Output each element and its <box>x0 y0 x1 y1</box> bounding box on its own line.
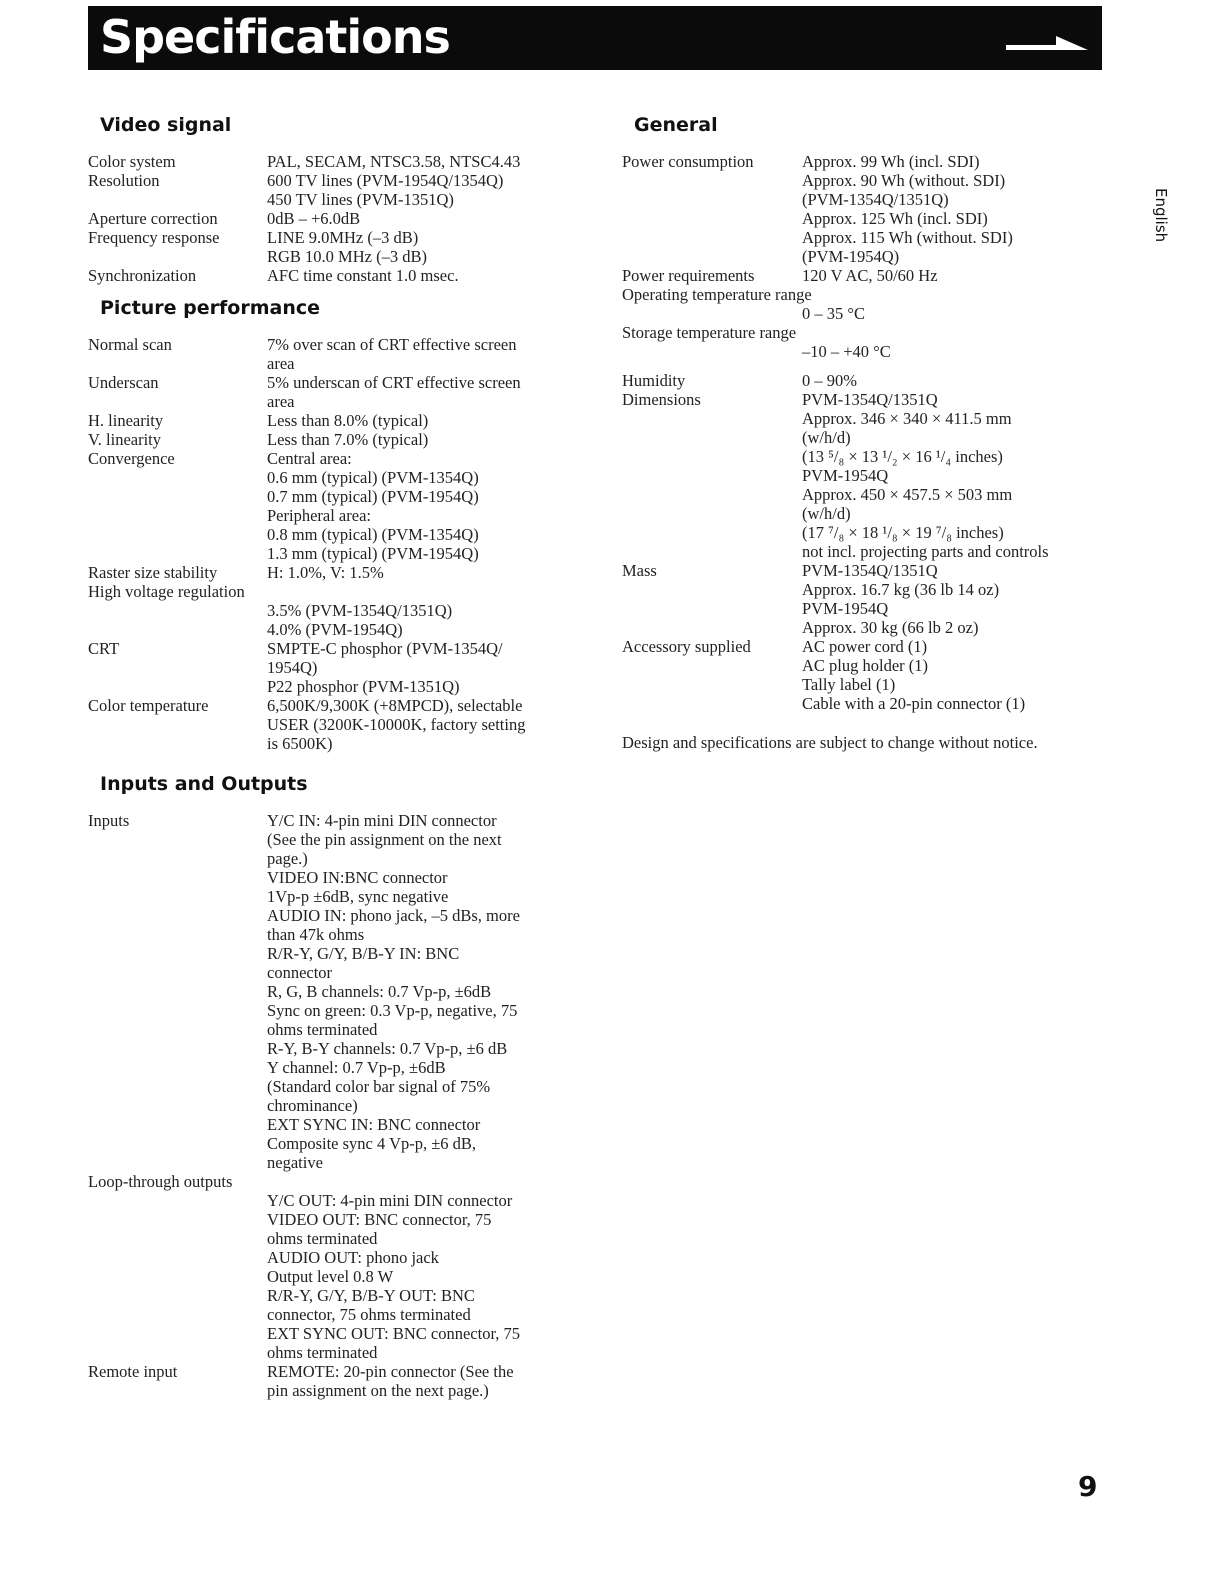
spec-value-line: Approx. 115 Wh (without. SDI) <box>802 228 1013 247</box>
spec-value <box>802 637 1112 713</box>
spec-value-line: page.) <box>267 849 308 868</box>
spec-value-line: 450 TV lines (PVM-1351Q) <box>267 190 454 209</box>
general-table-a <box>622 152 1112 285</box>
left-column <box>88 112 578 1400</box>
spec-value-line: PVM-1354Q/1351Q <box>802 390 938 409</box>
spec-value-line: USER (3200K-10000K, factory setting <box>267 715 526 734</box>
spec-value-line: Peripheral area: <box>267 506 371 525</box>
spec-label: Power requirements <box>622 266 755 285</box>
spec-row <box>88 209 578 228</box>
spec-value-line: (w/h/d) <box>802 504 851 523</box>
spec-row <box>88 563 578 582</box>
remote-table <box>88 1362 578 1400</box>
spec-value <box>267 449 578 563</box>
spec-row <box>88 430 578 449</box>
spec-label: Dimensions <box>622 390 701 409</box>
spec-value-line: not incl. projecting parts and controls <box>802 542 1049 561</box>
spec-row <box>88 1362 578 1400</box>
spec-value-line: (13 ⁵/₈ × 13 ¹/₂ × 16 ¹/₄ inches) <box>802 447 1003 466</box>
spec-row <box>88 639 578 696</box>
spec-value-line: R/R-Y, G/Y, B/B-Y IN: BNC <box>267 944 460 963</box>
spec-value-loop-through <box>88 1191 578 1362</box>
spec-value-line: Approx. 99 Wh (incl. SDI) <box>802 152 980 171</box>
spec-row <box>88 152 578 171</box>
spec-value <box>802 371 1112 390</box>
spec-row <box>88 811 578 1172</box>
spec-value-line: R, G, B channels: 0.7 Vp-p, ±6dB <box>267 982 492 1001</box>
spec-value-line: Approx. 125 Wh (incl. SDI) <box>802 209 988 228</box>
spec-label-inputs: Inputs <box>88 811 130 830</box>
picture-performance-table-b <box>88 639 578 753</box>
spec-value-line: 120 V AC, 50/60 Hz <box>802 266 938 285</box>
spec-value-line: Central area: <box>267 449 352 468</box>
spec-label-storage-temp: Storage temperature range <box>622 323 797 342</box>
spec-row <box>88 228 578 266</box>
spec-value-line: PVM-1954Q <box>802 466 889 485</box>
spec-value-line: AFC time constant 1.0 msec. <box>267 266 459 285</box>
spec-value-line: H: 1.0%, V: 1.5% <box>267 563 384 582</box>
inputs-table <box>88 811 578 1172</box>
spec-label: Power consumption <box>622 152 754 171</box>
spec-value-line: AUDIO IN: phono jack, –5 dBs, more <box>267 906 520 925</box>
spec-value-inputs <box>267 811 578 1172</box>
spec-value <box>802 561 1112 637</box>
section-heading-inputs-outputs: Inputs and Outputs <box>100 773 308 795</box>
spec-label: H. linearity <box>88 411 164 430</box>
spec-value-line: 5% underscan of CRT effective screen <box>267 373 521 392</box>
picture-performance-table-a <box>88 335 578 582</box>
spec-value-line: R/R-Y, G/Y, B/B-Y OUT: BNC <box>267 1286 475 1305</box>
spec-row <box>88 171 578 209</box>
spec-value-line: chrominance) <box>267 1096 358 1115</box>
spec-value-line: ohms terminated <box>267 1020 378 1039</box>
spec-value <box>267 411 578 430</box>
spec-value-line: Output level 0.8 W <box>267 1267 394 1286</box>
spec-value-line: (Standard color bar signal of 75% <box>267 1077 491 1096</box>
spec-row <box>622 561 1112 637</box>
spec-row <box>622 266 1112 285</box>
general-table-b <box>622 371 1112 713</box>
video-signal-table <box>88 152 578 285</box>
spec-value <box>267 171 578 209</box>
spec-row <box>622 371 1112 390</box>
spec-value-line: 6,500K/9,300K (+8MPCD), selectable <box>267 696 523 715</box>
spec-label: CRT <box>88 639 120 658</box>
spec-row <box>88 696 578 753</box>
spec-value <box>802 266 1112 285</box>
spec-value-line: Tally label (1) <box>802 675 896 694</box>
spec-value-line: Approx. 90 Wh (without. SDI) <box>802 171 1006 190</box>
page-title: Specifications <box>100 10 450 64</box>
spec-value-line: –10 – +40 °C <box>802 342 891 361</box>
spec-value <box>267 563 578 582</box>
spec-row <box>88 449 578 563</box>
spec-value-line: (PVM-1354Q/1351Q) <box>802 190 949 209</box>
spec-value-line: 0 – 90% <box>802 371 857 390</box>
spec-value-line: Y/C OUT: 4-pin mini DIN connector <box>267 1191 513 1210</box>
spec-value-line: (PVM-1954Q) <box>802 247 900 266</box>
spec-row <box>88 335 578 373</box>
spec-value-line: ohms terminated <box>267 1229 378 1248</box>
spec-value-line: 1Vp-p ±6dB, sync negative <box>267 887 449 906</box>
spec-label: Aperture correction <box>88 209 218 228</box>
spec-value-line: REMOTE: 20-pin connector (See the <box>267 1362 514 1381</box>
spec-value <box>267 639 578 696</box>
spec-label-high-voltage: High voltage regulation <box>88 582 245 601</box>
section-heading-picture-performance: Picture performance <box>100 297 321 319</box>
spec-value-line: 4.0% (PVM-1954Q) <box>267 620 403 639</box>
spec-value-line: EXT SYNC OUT: BNC connector, 75 <box>267 1324 521 1343</box>
spec-value <box>267 209 578 228</box>
spec-value-line: SMPTE-C phosphor (PVM-1354Q/ <box>267 639 503 658</box>
page-number: 9 <box>1078 1470 1098 1503</box>
spec-value-line: (17 ⁷/₈ × 18 ¹/₈ × 19 ⁷/₈ inches) <box>802 523 1004 542</box>
section-heading-general: General <box>634 114 718 136</box>
spec-value-line: P22 phosphor (PVM-1351Q) <box>267 677 460 696</box>
spec-value-line: Less than 7.0% (typical) <box>267 430 429 449</box>
spec-value <box>802 152 1112 266</box>
spec-label-operating-temp: Operating temperature range <box>622 285 812 304</box>
spec-label: Mass <box>622 561 657 580</box>
spec-value-line: Composite sync 4 Vp-p, ±6 dB, <box>267 1134 477 1153</box>
spec-value-line: AC power cord (1) <box>802 637 928 656</box>
spec-value-line: 0.6 mm (typical) (PVM-1354Q) <box>267 468 479 487</box>
spec-value-line: AUDIO OUT: phono jack <box>267 1248 439 1267</box>
spec-value <box>267 430 578 449</box>
spec-value-line: 7% over scan of CRT effective screen <box>267 335 517 354</box>
spec-value-line: connector <box>267 963 333 982</box>
spec-label: Color temperature <box>88 696 209 715</box>
spec-label: Color system <box>88 152 176 171</box>
spec-value-line: 600 TV lines (PVM-1954Q/1354Q) <box>267 171 504 190</box>
spec-value-line: EXT SYNC IN: BNC connector <box>267 1115 481 1134</box>
spec-value-line: Less than 8.0% (typical) <box>267 411 429 430</box>
spec-value-line: Approx. 346 × 340 × 411.5 mm <box>802 409 1012 428</box>
specifications-footnote: Design and specifications are subject to change without notice. <box>622 733 1038 752</box>
spec-value-line: 0.8 mm (typical) (PVM-1354Q) <box>267 525 479 544</box>
spec-label: Raster size stability <box>88 563 218 582</box>
spec-value <box>267 228 578 266</box>
spec-value-line: (See the pin assignment on the next <box>267 830 502 849</box>
spec-value <box>267 266 578 285</box>
spec-value-line: Sync on green: 0.3 Vp-p, negative, 75 <box>267 1001 518 1020</box>
arrow-right-icon <box>1006 28 1088 58</box>
spec-row <box>622 390 1112 561</box>
spec-value <box>267 152 578 171</box>
spec-label: Frequency response <box>88 228 220 247</box>
spec-value <box>267 696 578 753</box>
spec-label-loop-through: Loop-through outputs <box>88 1172 233 1191</box>
spec-value-line: PVM-1954Q <box>802 599 889 618</box>
spec-label: Resolution <box>88 171 160 190</box>
spec-value-line: Approx. 16.7 kg (36 lb 14 oz) <box>802 580 1000 599</box>
spec-value-line: R-Y, B-Y channels: 0.7 Vp-p, ±6 dB <box>267 1039 508 1058</box>
language-tab: English <box>1152 188 1170 243</box>
spec-value-line: negative <box>267 1153 323 1172</box>
spec-value-line: 0 – 35 °C <box>802 304 865 323</box>
spec-label: Underscan <box>88 373 159 392</box>
header-bar <box>88 6 1102 70</box>
spec-row <box>88 373 578 411</box>
spec-label-remote: Remote input <box>88 1362 178 1381</box>
spec-row <box>88 411 578 430</box>
spec-value-line: is 6500K) <box>267 734 333 753</box>
spec-value-line: Approx. 30 kg (66 lb 2 oz) <box>802 618 979 637</box>
spec-value-line: VIDEO OUT: BNC connector, 75 <box>267 1210 492 1229</box>
spec-label: Accessory supplied <box>622 637 751 656</box>
spec-value-line: Cable with a 20-pin connector (1) <box>802 694 1026 713</box>
spec-value-line: pin assignment on the next page.) <box>267 1381 489 1400</box>
spec-row <box>88 266 578 285</box>
spec-value-storage-temp <box>622 342 1112 361</box>
spec-value-line: AC plug holder (1) <box>802 656 929 675</box>
spec-value-remote <box>267 1362 578 1400</box>
spec-value-line: LINE 9.0MHz (–3 dB) <box>267 228 419 247</box>
spec-label: Normal scan <box>88 335 172 354</box>
spec-value-line: PVM-1354Q/1351Q <box>802 561 938 580</box>
spec-value-line: Y/C IN: 4-pin mini DIN connector <box>267 811 497 830</box>
spec-value-line: 1954Q) <box>267 658 318 677</box>
section-heading-video-signal: Video signal <box>100 114 232 136</box>
spec-value-line: 3.5% (PVM-1354Q/1351Q) <box>267 601 453 620</box>
spec-row <box>622 152 1112 266</box>
spec-value-line: RGB 10.0 MHz (–3 dB) <box>267 247 427 266</box>
spec-value-line: 0dB – +6.0dB <box>267 209 361 228</box>
spec-value-line: PAL, SECAM, NTSC3.58, NTSC4.43 <box>267 152 521 171</box>
spec-value <box>267 373 578 411</box>
spec-label: V. linearity <box>88 430 162 449</box>
spec-row <box>622 637 1112 713</box>
spec-value-line: area <box>267 354 295 373</box>
spec-value-line: Approx. 450 × 457.5 × 503 mm <box>802 485 1013 504</box>
spec-value-line: ohms terminated <box>267 1343 378 1362</box>
spec-value-line: than 47k ohms <box>267 925 365 944</box>
spec-value-line: 1.3 mm (typical) (PVM-1954Q) <box>267 544 479 563</box>
spec-value-line: (w/h/d) <box>802 428 851 447</box>
spec-value-high-voltage <box>88 601 578 639</box>
spec-label: Synchronization <box>88 266 197 285</box>
spec-value-line: connector, 75 ohms terminated <box>267 1305 471 1324</box>
spec-label: Convergence <box>88 449 175 468</box>
right-column <box>622 112 1112 752</box>
spec-value <box>802 390 1112 561</box>
spec-value-operating-temp <box>622 304 1112 323</box>
spec-value-line: 0.7 mm (typical) (PVM-1954Q) <box>267 487 479 506</box>
spec-value-line: VIDEO IN:BNC connector <box>267 868 448 887</box>
spec-label: Humidity <box>622 371 686 390</box>
spec-value-line: Y channel: 0.7 Vp-p, ±6dB <box>267 1058 446 1077</box>
spec-value-line: area <box>267 392 295 411</box>
spec-value <box>267 335 578 373</box>
